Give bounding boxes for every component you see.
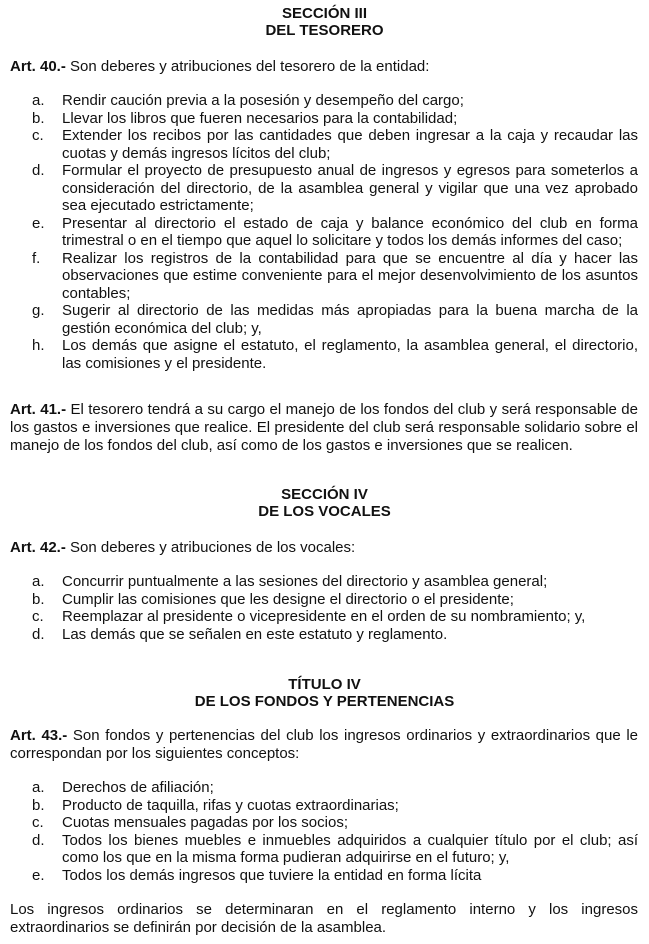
article-42-list [10,573,638,643]
list-item [10,250,638,303]
list-item-mark: b. [32,796,45,814]
list-item [10,162,638,215]
article-43-intro [10,727,638,763]
list-item-text: Producto de taquilla, rifas y cuotas extraordinarias; [62,796,399,814]
list-item-mark: b. [32,109,45,127]
list-item [10,591,638,609]
article-42-text: Son deberes y atribuciones de los vocales: [65,539,356,556]
article-43-label: Art. 43.- [10,727,68,744]
list-item-mark: c. [32,127,44,144]
section-3-subtitle: DEL TESORERO [265,22,384,39]
list-item [10,608,638,626]
article-43-text: Son fondos y pertenencias del club los ingresos ordinarios y extraordinarios que le correspondan por los siguientes conceptos: [10,727,638,762]
list-item [10,626,638,644]
list-item-mark: d. [32,162,45,179]
article-41-text: El tesorero tendrá a su cargo el manejo de los fondos del club y será responsable de los gastos e inversiones que realice. El presidente del club será responsable solidario sobre el manejo de los fondos del club, así como de los gastos e inversiones que se realicen. [10,401,638,454]
list-item-mark: c. [32,814,44,831]
list-item-text: Realizar los registros de la contabilidad para que se encuentre al día y hacer las observaciones que estime conveniente para el mejor desenvolvimiento de los asuntos contables; [62,249,638,302]
list-item-text: Formular el proyecto de presupuesto anual de ingresos y egresos para someterlos a consideración del directorio, de la asamblea general y vigilar que una vez aprobado sea ejecutado estrictamente; [62,162,638,214]
section-4-title: SECCIÓN IV [281,486,368,503]
article-40-text: Son deberes y atribuciones del tesorero de la entidad: [65,58,430,75]
list-item [10,573,638,591]
article-40-intro [10,58,638,76]
list-item [10,337,638,372]
list-item-mark: a. [32,779,45,796]
title-4-subtitle: DE LOS FONDOS Y PERTENENCIAS [194,693,455,710]
list-item-text: Las demás que se señalen en este estatuto y reglamento. [62,625,448,643]
list-item-text: Rendir caución previa a la posesión y desempeño del cargo; [62,92,464,109]
article-42-intro [10,539,638,557]
list-item-mark: a. [32,92,45,109]
section-4-subtitle: DE LOS VOCALES [258,503,391,520]
list-item-text: Los demás que asigne el estatuto, el reglamento, la asamblea general, el directorio, las comisiones y el presidente. [62,337,638,372]
section-3-title: SECCIÓN III [281,5,367,22]
list-item-mark: e. [32,214,45,232]
article-41 [10,401,638,455]
article-42-label: Art. 42.- [10,539,66,556]
list-item-mark: d. [32,831,45,849]
article-40-label: Art. 40.- [10,58,66,75]
list-item-mark: g. [32,302,45,319]
list-item [10,302,638,337]
closing-paragraph: Los ingresos ordinarios se determinaran en el reglamento interno y los ingresos extraordinarios se definirán por decisión de la asamblea. [10,901,638,936]
list-item-mark: h. [32,337,45,354]
list-item-mark: e. [32,866,45,884]
list-item-mark: d. [32,625,45,643]
title-4-title: TÍTULO IV [288,676,361,693]
list-item-text: Todos los demás ingresos que tuviere la entidad en forma lícita [62,866,482,884]
section-3-heading [0,5,649,39]
list-item [10,110,638,128]
title-4-heading [0,676,649,710]
list-item [10,127,638,162]
list-item-text: Derechos de afiliación; [62,779,214,796]
list-item-text: Concurrir puntualmente a las sesiones del directorio y asamblea general; [62,573,548,590]
article-43-list [10,779,638,884]
list-item-text: Presentar al directorio el estado de caja y balance económico del club en forma trimestral o en el tiempo que aquel lo solicitare y todos los demás informes del caso; [62,214,638,249]
list-item-text: Sugerir al directorio de las medidas más apropiadas para la buena marcha de la gestión económica del club; y, [62,302,638,337]
list-item [10,215,638,250]
list-item [10,797,638,815]
list-item-text: Cumplir las comisiones que les designe el directorio o el presidente; [62,590,514,608]
article-40-list [10,92,638,372]
list-item-text: Todos los bienes muebles e inmuebles adquiridos a cualquier título por el club; así como los que en la misma forma pudieran adquirirse en el futuro; y, [62,831,638,866]
list-item [10,779,638,797]
list-item-text: Llevar los libros que fueren necesarios para la contabilidad; [62,109,458,127]
list-item-text: Cuotas mensuales pagadas por los socios; [62,814,348,831]
list-item [10,832,638,867]
list-item [10,92,638,110]
list-item-mark: c. [32,608,44,625]
article-41-label: Art. 41.- [10,401,67,418]
list-item-text: Reemplazar al presidente o vicepresidente en el orden de su nombramiento; y, [62,608,586,625]
list-item-mark: f. [32,249,41,267]
list-item-mark: a. [32,573,45,590]
list-item-mark: b. [32,590,45,608]
list-item-text: Extender los recibos por las cantidades que deben ingresar a la caja y recaudar las cuotas y demás ingresos lícitos del club; [62,127,638,162]
section-4-heading [0,486,649,520]
list-item [10,814,638,832]
list-item [10,867,638,885]
